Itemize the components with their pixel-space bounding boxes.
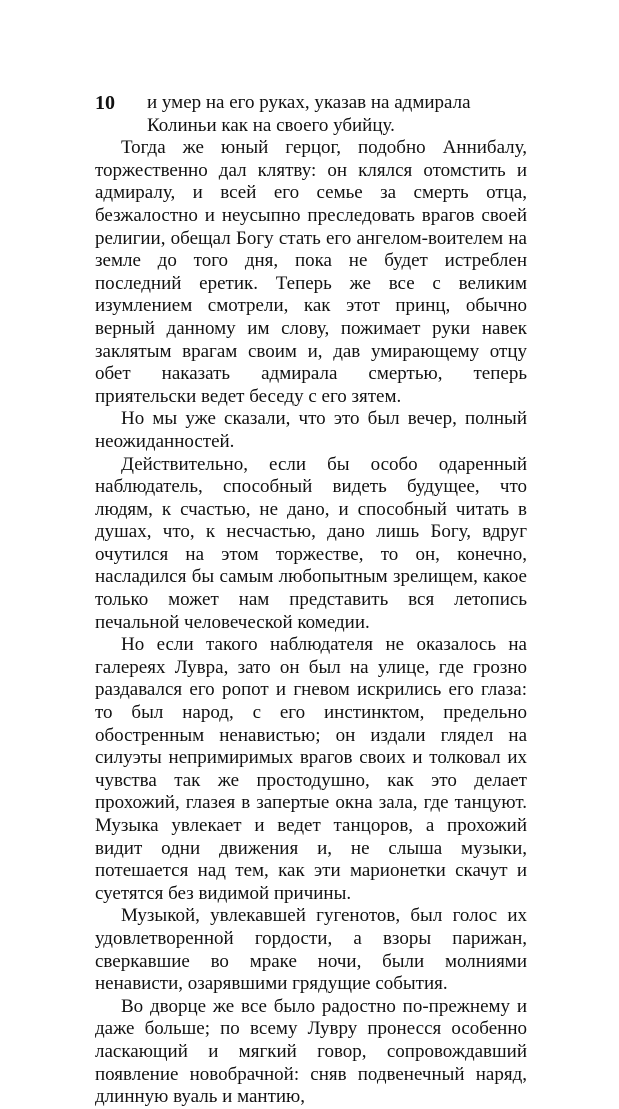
- paragraph-3: Действительно, если бы особо одаренный наблюдатель, способный видеть будущее, что людям, к счастью, не дано, и способный читать в душах, что, к несчастью, дано лишь Богу, вдруг очутился на этом торжестве, то он, конечно, насладился бы самым любопытным зрелищем, какое только может нам представить вся летопись печальной человеческой комедии.: [95, 453, 527, 633]
- paragraph-1: Тогда же юный герцог, подобно Аннибалу, торжественно дал клятву: он клялся отомстить и адмиралу, и всей его семье за смерть отца, безжалостно и неусыпно преследовать врагов своей религии, обещал Богу стать его ангелом-воителем на земле до того дня, пока не будет истреблен последний еретик. Теперь же все с великим изумлением смотрели, как этот принц, обычно верный данному им слову, пожимает руки навек заклятым врагам своим и, дав умирающему отцу обет наказать адмирала смертью, теперь приятельски ведет беседу с его зятем.: [95, 137, 527, 407]
- paragraph-2: Но мы уже сказали, что это был вечер, полный неожиданностей.: [95, 408, 527, 452]
- paragraph-6: Во дворце же все было радостно по-прежнему и даже больше; по всему Лувру пронесся особенно ласкающий и мягкий говор, сопровождавший появление новобрачной: сняв подвенечный наряд, длинную вуаль и мантию,: [95, 995, 527, 1108]
- opening-paragraph: и умер на его руках, указав на адмирала Колиньи как на своего убийцу.: [147, 92, 471, 136]
- paragraph-4: Но если такого наблюдателя не оказалось на галереях Лувра, зато он был на улице, где грозно раздавался его ропот и гневом искрились его глаза: то был народ, с его инстинктом, предельно обостренным ненавистью; он издали глядел на силуэты непримиримых врагов своих и толковал их чувства так же простодушно, как это делает прохожий, глазея в запертые окна зала, где танцуют. Музыка увлекает и ведет танцоров, а прохожий видит одни движения и, не слыша музыки, потешается над тем, как эти марионетки скачут и суетятся без видимой причины.: [95, 634, 527, 904]
- paragraph-5: Музыкой, увлекавшей гугенотов, был голос их удовлетворенной гордости, а взоры парижан, сверкавшие во мраке ночи, были молниями ненависти, озарявшими грядущие события.: [95, 905, 527, 995]
- page-body: [95, 92, 527, 1109]
- page-number: 10: [95, 92, 115, 114]
